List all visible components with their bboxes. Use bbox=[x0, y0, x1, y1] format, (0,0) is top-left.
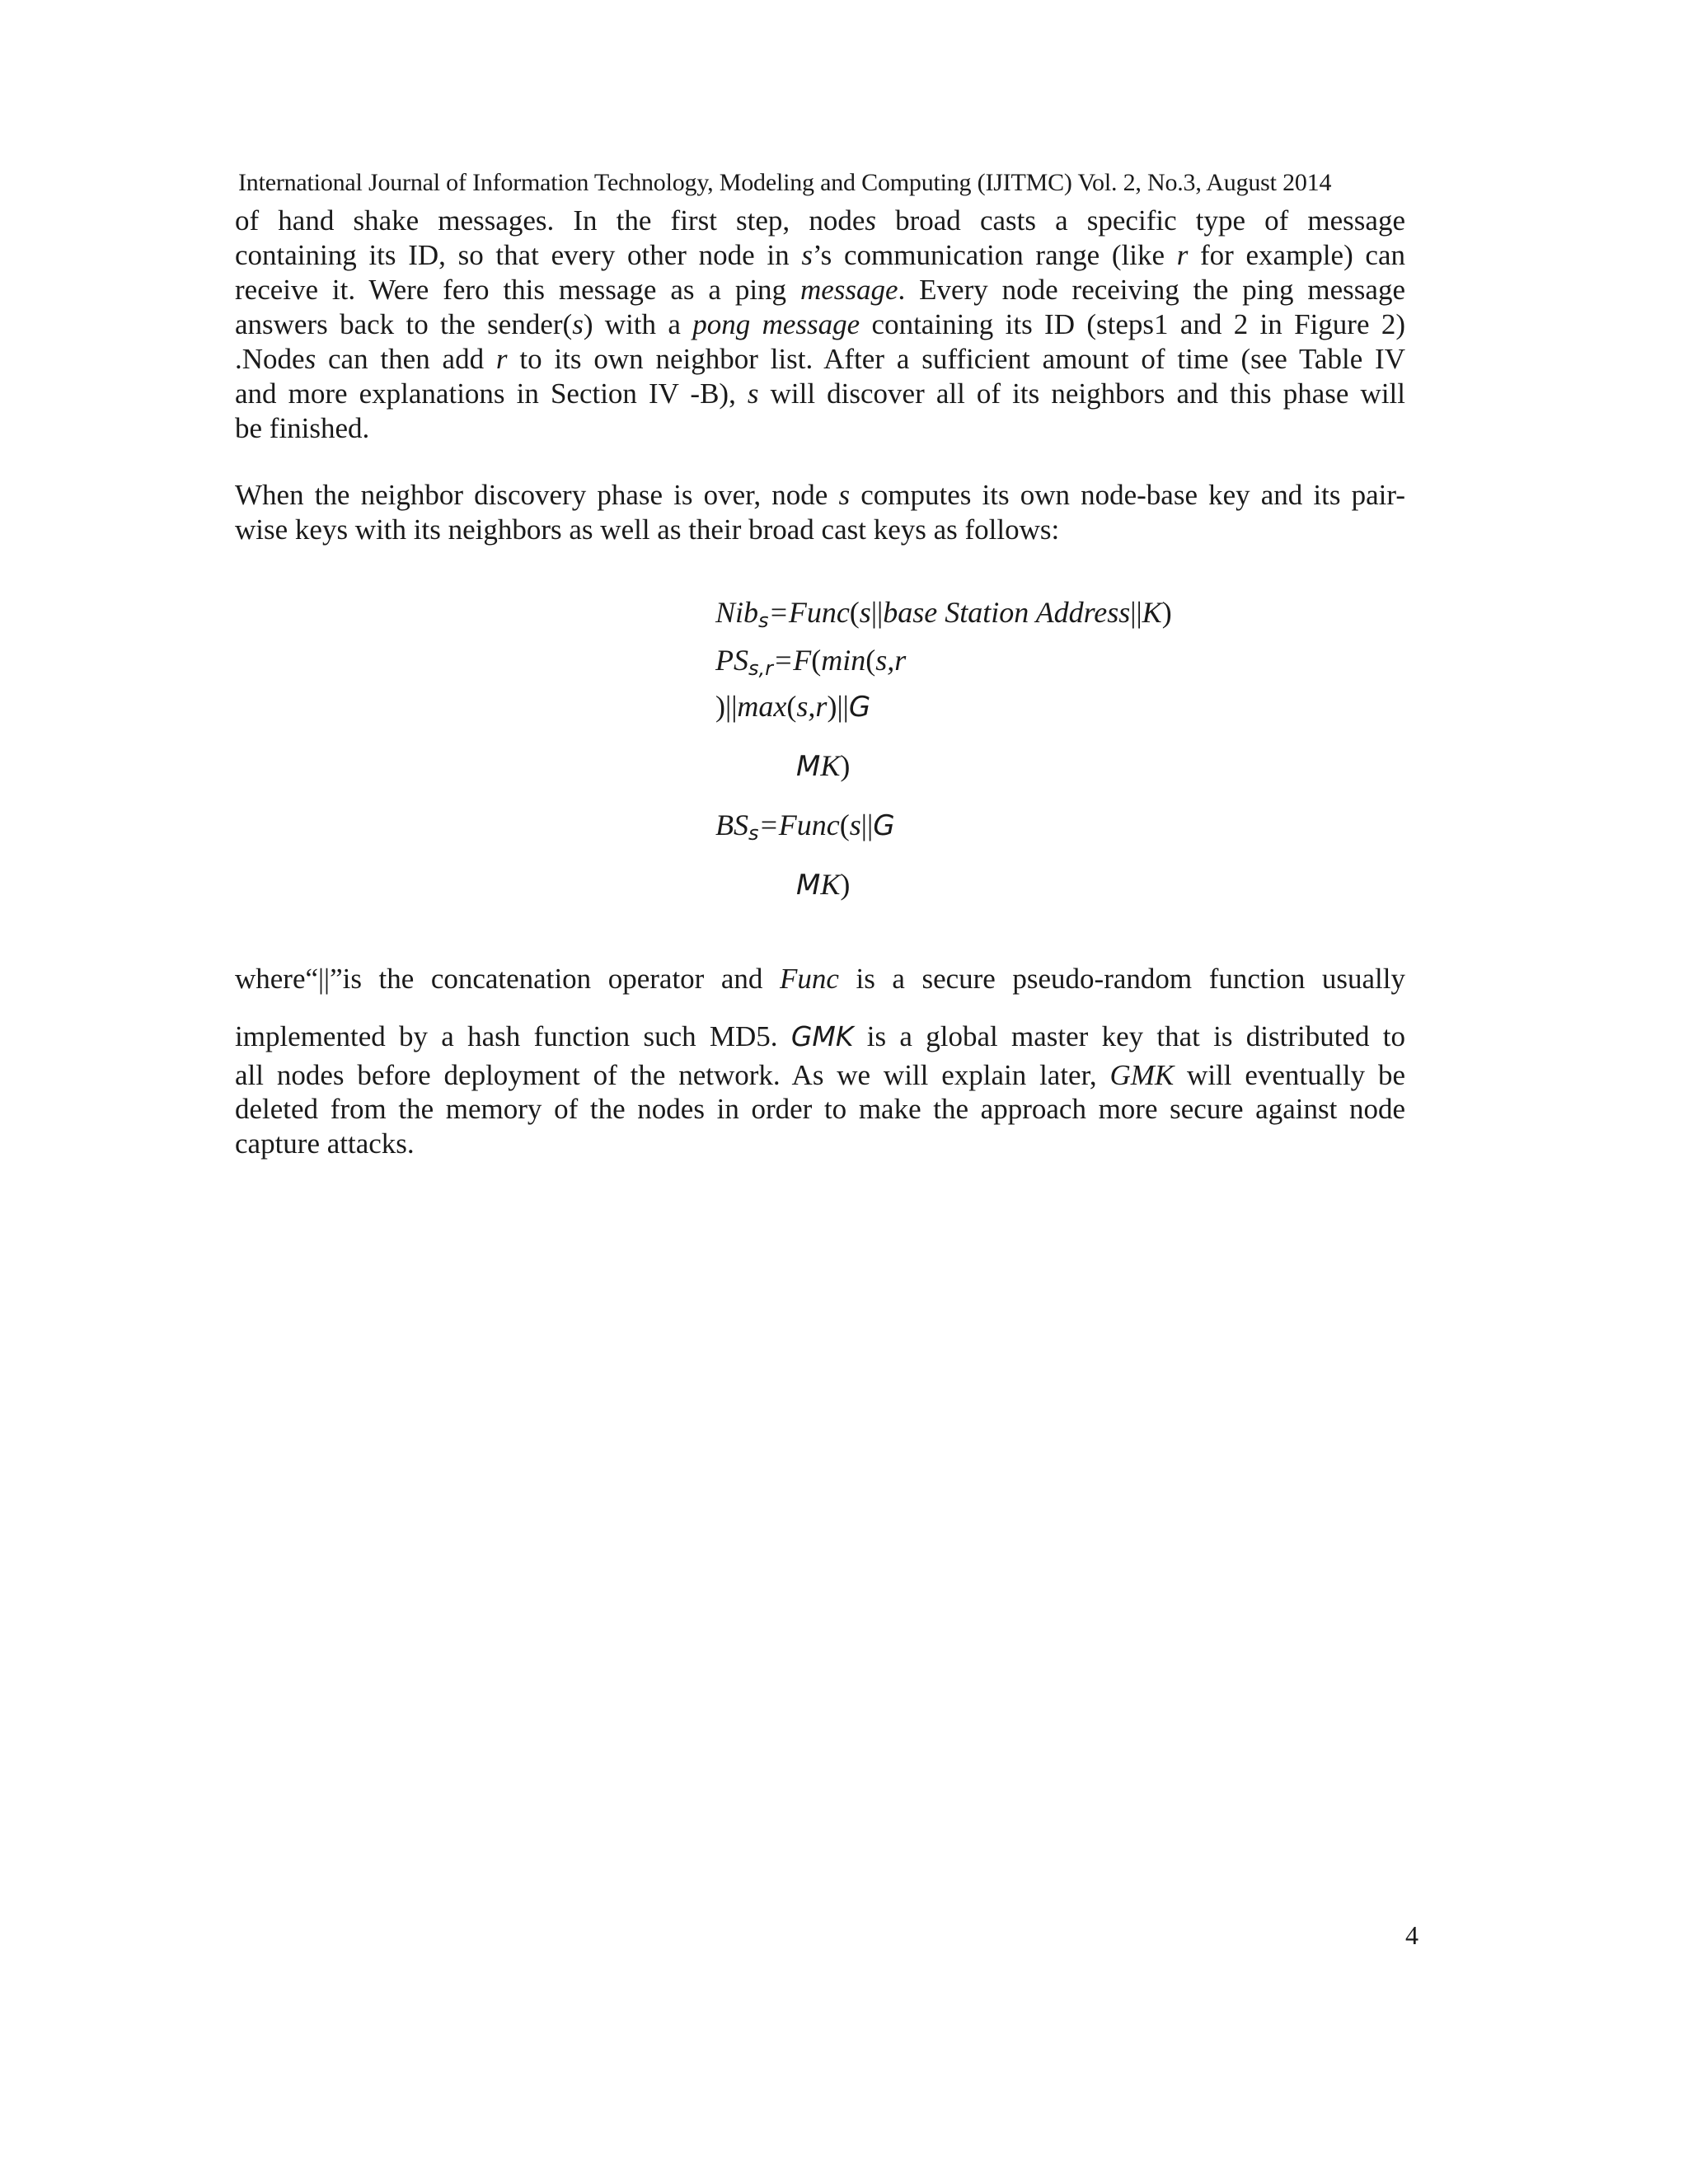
text-line: implemented by a hash function such MD5. GMK is a global master key that is distributed to bbox=[235, 1020, 1405, 1052]
running-header: International Journal of Information Technology, Modeling and Computing (IJITMC) Vol. 2, No.3, August 2014 bbox=[238, 169, 1332, 196]
text-line: wise keys with its neighbors as well as their broad cast keys as follows: bbox=[235, 513, 1060, 546]
equation-ps-line3: MK) bbox=[796, 749, 851, 783]
paragraph-handshake bbox=[235, 204, 1405, 446]
text-line: capture attacks. bbox=[235, 1127, 415, 1160]
text-line: of hand shake messages. In the first step, nodes broad casts a specific type of message bbox=[235, 204, 1405, 237]
equation-ps-line2: )||max(s,r)||G bbox=[715, 690, 871, 724]
text-line: deleted from the memory of the nodes in order to make the approach more secure against node bbox=[235, 1093, 1405, 1125]
text-line: and more explanations in Section IV -B), s will discover all of its neighbors and this phase will bbox=[235, 377, 1405, 410]
text-line: When the neighbor discovery phase is over, node s computes its own node-base key and its pair- bbox=[235, 479, 1406, 511]
text-line: all nodes before deployment of the network. As we will explain later, GMK will eventually be bbox=[235, 1059, 1405, 1091]
text-line: .Nodes can then add r to its own neighbor list. After a sufficient amount of time (see Table IV bbox=[235, 343, 1405, 375]
paragraph-key-computation bbox=[235, 478, 1405, 547]
equation-nib: Nib$_s$=Func(s||base Station Address||K) bbox=[715, 596, 1172, 632]
text-line: receive it. Were fero this message as a ping message. Every node receiving the ping message bbox=[235, 274, 1405, 306]
text-line: where“||”is the concatenation operator and Func is a secure pseudo-random function usually bbox=[235, 963, 1405, 995]
text-line: be finished. bbox=[235, 412, 370, 444]
equation-bs-line1: $BS_s=Func(s||G$ bbox=[715, 808, 895, 845]
text-line: containing its ID, so that every other node in s’s communication range (like r for example) can bbox=[235, 239, 1406, 271]
equation-ps-line1: $PS_{s,r}=F(\min(s,r$ bbox=[715, 644, 907, 680]
equation-bs-line2: MK) bbox=[796, 868, 851, 902]
text-line: answers back to the sender(s) with a pong message containing its ID (steps1 and 2 in Figure 2) bbox=[235, 308, 1405, 340]
page-number: 4 bbox=[1405, 1920, 1418, 1950]
